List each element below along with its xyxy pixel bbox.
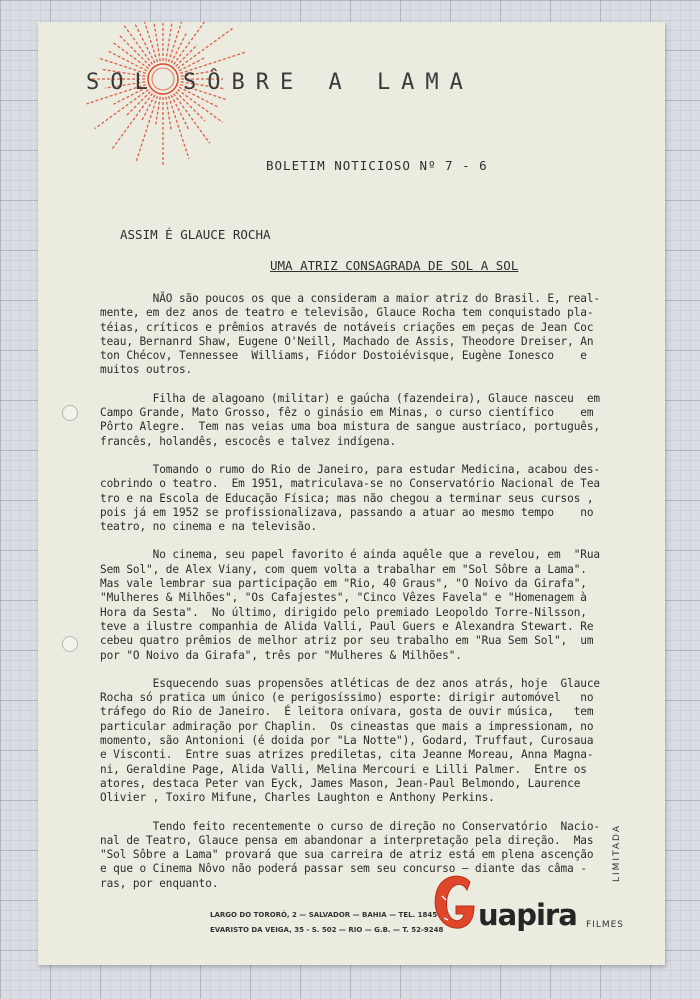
paragraph: NÃO são poucos os que a consideram a maior atriz do Brasil. E, real- mente, em dez anos de teatro e televisão, Glauce Rocha tem conquistado pla- téias, críticos e prêmios através de notáveis criações em peças de Jean Coc teau, Bernanrd Shaw, Eugene O'Neill, Machado de Assis, Theodore Dreiser, An ton Chécov, Tennessee Williams, Fiódor Dostoiévisque, Eugène Ionesco e muitos outros. <box>100 292 601 377</box>
document-page <box>38 22 665 965</box>
sun-ray <box>95 90 149 129</box>
paragraph: Tendo feito recentemente o curso de direção no Conservatório Nacio- nal de Teatro, Glauce pensa em abandonar a interpretação pela direção. Mas "Sol Sôbre a Lama" provará que sua carreira de atriz está em plena ascenção e que o Cinema Nôvo não poderá passar sem seu concurso — diante das câma - ras, por enquanto. <box>100 819 601 890</box>
company-logo-filmes: FILMES <box>586 920 625 930</box>
article-heading: ASSIM É GLAUCE ROCHA <box>120 227 271 242</box>
address-line: EVARISTO DA VEIGA, 35 - S. 502 — RIO — G.B. — T. 52-9248 <box>210 926 444 934</box>
article-subheading: UMA ATRIZ CONSAGRADA DE SOL A SOL <box>270 258 519 273</box>
bulletin-number: BOLETIM NOTICIOSO Nº 7 - 6 <box>266 158 488 173</box>
punch-hole <box>62 405 78 421</box>
sun-ray <box>169 22 189 62</box>
paragraph: Esquecendo suas propensões atléticas de dez anos atrás, hoje Glauce Rocha só pratica um único (e perigosíssimo) esporte: dirigir automóvel no tráfego do Rio de Janeiro. É leitora onívara, gosta de ouvir música, tem particular admiração por Chaplin. Os cineastas que mais a impressionam, no momento, são Antonioni (é doida por "La Notte"), Godard, Truffaut, Curosaua e Visconti. Entre suas atrizes prediletas, cita Jeanne Moreau, Anna Magna- ni, Geraldine Page, Alida Valli, Melina Mercouri e Lilli Palmer. Entre os atores, destaca Peter van Eyck, James Mason, Jean-Paul Belmondo, Laurence Olivier , Toxiro Mifune, Charles Laughton e Anthony Perkins. <box>100 676 601 805</box>
company-logo-wordmark: uapira <box>478 898 577 932</box>
sun-ray <box>176 92 205 121</box>
sun-ray <box>154 22 161 61</box>
sun-logo-icon <box>58 22 268 192</box>
footer-address <box>210 908 443 938</box>
company-logo-limitada: LIMITADA <box>612 824 622 882</box>
paragraph: No cinema, seu papel favorito é ainda aquêle que a revelou, em "Rua Sem Sol", de Alex Viany, com quem volta a trabalhar em "Sol Sôbre a Lama". Mas vale lembrar sua participação em "Rio, 40 Graus", "O Noivo da Girafa", "Mulheres & Milhões", "Os Cafajestes", "Cinco Vêzes Favela" e "Homenagem à Hora da Sesta". No último, dirigido pelo premiado Leopoldo Torre-Nilsson, teve a ilustre companhia de Alida Valli, Paul Guers e Alexandra Stewart. Re cebeu quatro prêmios de melhor atriz por seu trabalho em "Rua Sem Sol", um por "O Noivo da Girafa", três por "Mulheres & Milhões". <box>100 548 601 662</box>
guapira-g-logo-icon <box>430 870 480 936</box>
article-body <box>100 292 648 905</box>
sun-ray <box>140 22 157 62</box>
sun-ray <box>127 92 151 116</box>
punch-hole <box>62 636 78 652</box>
sun-ray <box>169 96 189 159</box>
header-title: SOL SÔBRE A LAMA <box>86 70 474 95</box>
sun-ray <box>136 96 158 163</box>
paragraph: Tomando o rumo do Rio de Janeiro, para estudar Medicina, acabou des- cobrindo o teatro. Em 1951, matriculava-se no Conservatório Nacional de Tea tro e na Escola de Educação Física; mas não chegou a terminar seus cursos , pois já em 1952 se profissionalizava, passando a atuar ao mesmo tempo no teatro, no cinema e na televisão. <box>100 462 601 534</box>
sun-ray <box>174 94 210 144</box>
address-line: LARGO DO TORORÓ, 2 — SALVADOR — BAHIA — TEL. 1845 <box>210 911 438 919</box>
paragraph: Filha de alagoano (militar) e gaúcha (fazendeira), Glauce nasceu em Campo Grande, Mato Grosso, fêz o ginásio em Minas, o curso científico em Pôrto Alegre. Tem nas veias uma boa mistura de sangue austríaco, português, francês, holandês, escocês e talvez indígena. <box>100 391 601 448</box>
